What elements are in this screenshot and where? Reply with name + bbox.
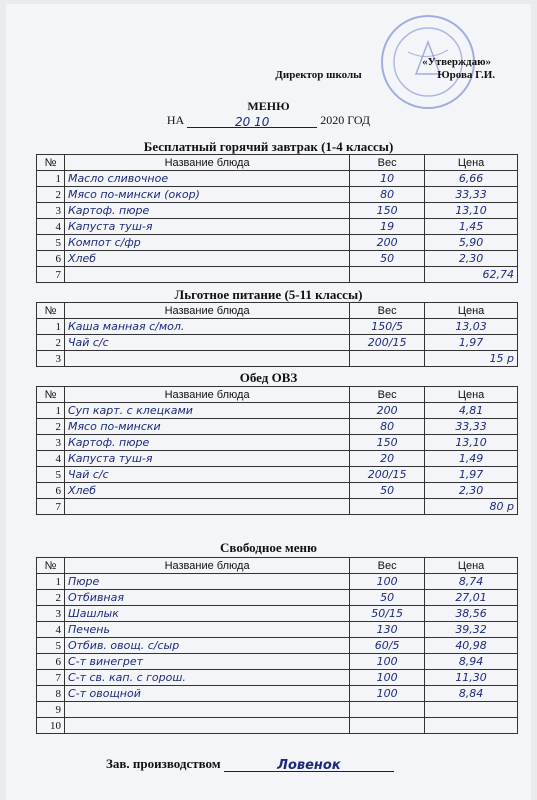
dish-weight-text: 150/5 bbox=[371, 320, 403, 333]
dish-price bbox=[425, 335, 518, 351]
dish-price-text: 6,66 bbox=[458, 172, 484, 185]
table-ovz-lunch bbox=[36, 386, 518, 515]
table-row bbox=[37, 451, 518, 467]
menu-sheet bbox=[6, 4, 531, 800]
dish-name-text: Мясо по-мински (окор) bbox=[67, 188, 200, 201]
dish-price bbox=[425, 574, 518, 590]
dish-weight-text: 200/15 bbox=[367, 336, 407, 349]
dish-name bbox=[64, 235, 349, 251]
approve-label: «Утверждаю» bbox=[422, 56, 491, 68]
table-row bbox=[37, 654, 518, 670]
table-row bbox=[37, 499, 518, 515]
dish-price bbox=[425, 419, 518, 435]
dish-name-text: Компот с/фр bbox=[67, 236, 141, 249]
dish-weight bbox=[350, 702, 425, 718]
dish-weight-text: 200 bbox=[376, 404, 398, 417]
dish-weight bbox=[350, 654, 425, 670]
table-row bbox=[37, 319, 518, 335]
dish-price bbox=[425, 403, 518, 419]
dish-weight bbox=[350, 435, 425, 451]
row-number: 8 bbox=[37, 686, 65, 702]
dish-price bbox=[425, 435, 518, 451]
dish-name bbox=[64, 171, 349, 187]
dish-name-text: Шашлык bbox=[67, 607, 119, 620]
dish-name-text: Капуста туш-я bbox=[67, 220, 153, 233]
dish-name-text: Чай с/с bbox=[67, 468, 109, 481]
dish-name bbox=[64, 574, 349, 590]
director-line bbox=[235, 69, 495, 82]
dish-weight bbox=[350, 351, 425, 367]
col-name: Название блюда bbox=[64, 303, 349, 319]
date-prefix: НА bbox=[166, 113, 185, 127]
dish-name bbox=[64, 451, 349, 467]
dish-name bbox=[64, 622, 349, 638]
table-free-menu bbox=[36, 557, 518, 734]
dish-price bbox=[425, 702, 518, 718]
dish-weight-text: 50 bbox=[380, 484, 395, 497]
dish-price-text: 1,49 bbox=[458, 452, 484, 465]
menu-title: МЕНЮ bbox=[247, 99, 290, 113]
dish-price bbox=[425, 187, 518, 203]
dish-name-text: Мясо по-мински bbox=[67, 420, 161, 433]
dish-name bbox=[64, 319, 349, 335]
dish-weight-text: 200/15 bbox=[367, 468, 407, 481]
dish-weight bbox=[350, 219, 425, 235]
approval-block bbox=[235, 56, 495, 82]
signature-line bbox=[224, 757, 394, 772]
dish-weight bbox=[350, 483, 425, 499]
dish-name bbox=[64, 203, 349, 219]
col-weight: Вес bbox=[350, 303, 425, 319]
director-label: Директор школы bbox=[275, 69, 362, 81]
dish-name bbox=[64, 419, 349, 435]
dish-name-text: Картоф. пюре bbox=[67, 204, 150, 217]
row-number: 4 bbox=[37, 451, 65, 467]
dish-price bbox=[425, 251, 518, 267]
dish-name bbox=[64, 718, 349, 734]
dish-weight bbox=[350, 403, 425, 419]
dish-weight bbox=[350, 718, 425, 734]
dish-price-text: 13,10 bbox=[455, 204, 487, 217]
production-head-signature bbox=[106, 756, 394, 772]
dish-price-text: 27,01 bbox=[455, 591, 487, 604]
dish-name-text: Каша манная с/мол. bbox=[67, 320, 185, 333]
col-price: Цена bbox=[425, 303, 518, 319]
dish-name bbox=[64, 219, 349, 235]
table-row bbox=[37, 686, 518, 702]
dish-price-text: 39,32 bbox=[455, 623, 487, 636]
dish-name bbox=[64, 467, 349, 483]
row-number: 2 bbox=[37, 335, 65, 351]
production-head-label: Зав. производством bbox=[106, 756, 221, 771]
row-number: 10 bbox=[37, 718, 65, 734]
dish-weight-text: 130 bbox=[376, 623, 398, 636]
dish-weight bbox=[350, 267, 425, 283]
dish-weight-text: 100 bbox=[376, 687, 398, 700]
dish-name-text: Чай с/с bbox=[67, 336, 109, 349]
table-row bbox=[37, 590, 518, 606]
dish-price bbox=[425, 235, 518, 251]
dish-weight bbox=[350, 467, 425, 483]
col-price: Цена bbox=[425, 155, 518, 171]
row-number: 6 bbox=[37, 483, 65, 499]
dish-price-text: 2,30 bbox=[458, 484, 484, 497]
table-row bbox=[37, 403, 518, 419]
row-number: 9 bbox=[37, 702, 65, 718]
dish-weight bbox=[350, 335, 425, 351]
dish-price bbox=[425, 483, 518, 499]
row-number: 1 bbox=[37, 171, 65, 187]
col-name: Название блюда bbox=[64, 387, 349, 403]
dish-price-text: 2,30 bbox=[458, 252, 484, 265]
table-subsidized bbox=[36, 302, 518, 367]
dish-name-text: Капуста туш-я bbox=[67, 452, 153, 465]
dish-weight bbox=[350, 590, 425, 606]
col-weight: Вес bbox=[350, 155, 425, 171]
dish-price-text: 33,33 bbox=[455, 188, 487, 201]
dish-price-text: 5,90 bbox=[458, 236, 484, 249]
dish-name bbox=[64, 267, 349, 283]
dish-weight-text: 80 bbox=[380, 420, 395, 433]
table-row bbox=[37, 251, 518, 267]
dish-name-text: Пюре bbox=[67, 575, 100, 588]
table-row bbox=[37, 670, 518, 686]
row-number: 3 bbox=[37, 435, 65, 451]
dish-price-text: 8,94 bbox=[458, 655, 484, 668]
dish-price bbox=[425, 467, 518, 483]
table-row bbox=[37, 622, 518, 638]
dish-price-text: 38,56 bbox=[455, 607, 487, 620]
table-row bbox=[37, 702, 518, 718]
row-number: 3 bbox=[37, 351, 65, 367]
dish-weight bbox=[350, 686, 425, 702]
dish-name bbox=[64, 251, 349, 267]
dish-weight bbox=[350, 574, 425, 590]
col-name: Название блюда bbox=[64, 558, 349, 574]
dish-name-text: Отбив. овощ. с/сыр bbox=[67, 639, 180, 652]
dish-weight bbox=[350, 638, 425, 654]
dish-weight-text: 150 bbox=[376, 204, 398, 217]
dish-price-text: 13,10 bbox=[455, 436, 487, 449]
dish-price bbox=[425, 638, 518, 654]
dish-price-text: 13,03 bbox=[455, 320, 487, 333]
dish-weight-text: 10 bbox=[380, 172, 395, 185]
dish-name bbox=[64, 499, 349, 515]
dish-weight bbox=[350, 606, 425, 622]
dish-name bbox=[64, 670, 349, 686]
dish-price bbox=[425, 590, 518, 606]
row-number: 1 bbox=[37, 403, 65, 419]
table-row bbox=[37, 638, 518, 654]
dish-name bbox=[64, 335, 349, 351]
table-row bbox=[37, 267, 518, 283]
col-weight: Вес bbox=[350, 558, 425, 574]
row-number: 2 bbox=[37, 590, 65, 606]
row-number: 6 bbox=[37, 654, 65, 670]
table-breakfast bbox=[36, 154, 518, 283]
dish-name-text: С-т св. кап. с горош. bbox=[67, 671, 186, 684]
table-row bbox=[37, 419, 518, 435]
section-title-free-menu: Свободное меню bbox=[220, 540, 317, 555]
table-header bbox=[37, 303, 518, 319]
dish-weight bbox=[350, 419, 425, 435]
col-num: № bbox=[37, 155, 65, 171]
dish-price-text: 15 р bbox=[489, 352, 514, 365]
table-header bbox=[37, 155, 518, 171]
table-row bbox=[37, 187, 518, 203]
dish-weight-text: 150 bbox=[376, 436, 398, 449]
dish-name bbox=[64, 187, 349, 203]
dish-price bbox=[425, 606, 518, 622]
dish-price bbox=[425, 670, 518, 686]
col-num: № bbox=[37, 558, 65, 574]
dish-weight bbox=[350, 171, 425, 187]
dish-name bbox=[64, 351, 349, 367]
dish-weight-text: 50/15 bbox=[371, 607, 403, 620]
dish-name-text: Печень bbox=[67, 623, 110, 636]
dish-price-text: 4,81 bbox=[458, 404, 484, 417]
table-row bbox=[37, 351, 518, 367]
dish-weight-text: 60/5 bbox=[374, 639, 400, 652]
dish-name-text: Суп карт. с клецками bbox=[67, 404, 193, 417]
dish-weight bbox=[350, 499, 425, 515]
col-num: № bbox=[37, 387, 65, 403]
dish-name-text: Отбивная bbox=[67, 591, 124, 604]
row-number: 2 bbox=[37, 419, 65, 435]
table-row bbox=[37, 574, 518, 590]
dish-weight bbox=[350, 622, 425, 638]
row-number: 7 bbox=[37, 499, 65, 515]
dish-name-text: Масло сливочное bbox=[67, 172, 169, 185]
row-number: 4 bbox=[37, 622, 65, 638]
dish-weight bbox=[350, 187, 425, 203]
date-line bbox=[6, 113, 531, 128]
table-row bbox=[37, 235, 518, 251]
row-number: 5 bbox=[37, 638, 65, 654]
dish-price bbox=[425, 171, 518, 187]
table-row bbox=[37, 219, 518, 235]
row-number: 6 bbox=[37, 251, 65, 267]
dish-name bbox=[64, 403, 349, 419]
dish-price-text: 80 р bbox=[489, 500, 514, 513]
row-number: 5 bbox=[37, 235, 65, 251]
date-blank bbox=[187, 115, 317, 128]
dish-price bbox=[425, 718, 518, 734]
dish-price bbox=[425, 351, 518, 367]
row-number: 4 bbox=[37, 219, 65, 235]
table-header bbox=[37, 387, 518, 403]
dish-price-text: 33,33 bbox=[455, 420, 487, 433]
dish-name bbox=[64, 654, 349, 670]
row-number: 5 bbox=[37, 467, 65, 483]
section-title-breakfast: Бесплатный горячий завтрак (1-4 классы) bbox=[143, 139, 394, 154]
table-row bbox=[37, 203, 518, 219]
row-number: 1 bbox=[37, 574, 65, 590]
row-number: 3 bbox=[37, 203, 65, 219]
dish-weight-text: 50 bbox=[380, 252, 395, 265]
dish-weight-text: 100 bbox=[376, 575, 398, 588]
dish-price-text: 11,30 bbox=[455, 671, 487, 684]
signature: Ловенок bbox=[277, 758, 341, 773]
dish-name-text: С-т овощной bbox=[67, 687, 141, 700]
dish-name-text: Хлеб bbox=[67, 252, 97, 265]
dish-name-text: Картоф. пюре bbox=[67, 436, 150, 449]
dish-weight bbox=[350, 251, 425, 267]
col-weight: Вес bbox=[350, 387, 425, 403]
dish-price-text: 8,84 bbox=[458, 687, 484, 700]
dish-price-text: 62,74 bbox=[482, 268, 514, 281]
dish-weight bbox=[350, 235, 425, 251]
dish-price-text: 1,97 bbox=[458, 336, 484, 349]
row-number: 1 bbox=[37, 319, 65, 335]
table-row bbox=[37, 435, 518, 451]
col-name: Название блюда bbox=[64, 155, 349, 171]
dish-name bbox=[64, 702, 349, 718]
dish-name bbox=[64, 686, 349, 702]
dish-price bbox=[425, 203, 518, 219]
dish-name-text: С-т винегрет bbox=[67, 655, 144, 668]
dish-price bbox=[425, 622, 518, 638]
dish-weight-text: 50 bbox=[380, 591, 395, 604]
dish-price bbox=[425, 499, 518, 515]
dish-price bbox=[425, 267, 518, 283]
section-title-ovz-lunch: Обед ОВЗ bbox=[239, 370, 298, 385]
table-row bbox=[37, 467, 518, 483]
dish-weight bbox=[350, 451, 425, 467]
dish-name bbox=[64, 483, 349, 499]
section-title-subsidized: Льготное питание (5-11 классы) bbox=[174, 287, 363, 302]
row-number: 3 bbox=[37, 606, 65, 622]
dish-price bbox=[425, 654, 518, 670]
dish-name bbox=[64, 606, 349, 622]
dish-price bbox=[425, 451, 518, 467]
row-number: 7 bbox=[37, 670, 65, 686]
table-row bbox=[37, 483, 518, 499]
dish-price bbox=[425, 219, 518, 235]
date-value: 20 10 bbox=[235, 115, 270, 129]
dish-name-text: Хлеб bbox=[67, 484, 97, 497]
row-number: 2 bbox=[37, 187, 65, 203]
dish-price bbox=[425, 686, 518, 702]
dish-price-text: 1,45 bbox=[458, 220, 484, 233]
dish-name bbox=[64, 435, 349, 451]
row-number: 7 bbox=[37, 267, 65, 283]
director-name: Юрова Г.И. bbox=[437, 69, 495, 81]
dish-name bbox=[64, 638, 349, 654]
col-num: № bbox=[37, 303, 65, 319]
dish-weight-text: 200 bbox=[376, 236, 398, 249]
table-row bbox=[37, 335, 518, 351]
dish-price-text: 1,97 bbox=[458, 468, 484, 481]
dish-price bbox=[425, 319, 518, 335]
dish-weight bbox=[350, 670, 425, 686]
table-row bbox=[37, 606, 518, 622]
dish-weight-text: 20 bbox=[380, 452, 395, 465]
table-row bbox=[37, 171, 518, 187]
col-price: Цена bbox=[425, 387, 518, 403]
table-row bbox=[37, 718, 518, 734]
dish-weight-text: 100 bbox=[376, 671, 398, 684]
dish-name bbox=[64, 590, 349, 606]
dish-weight bbox=[350, 319, 425, 335]
col-price: Цена bbox=[425, 558, 518, 574]
dish-weight-text: 80 bbox=[380, 188, 395, 201]
date-suffix: 2020 ГОД bbox=[320, 113, 371, 127]
dish-price-text: 8,74 bbox=[458, 575, 484, 588]
table-header bbox=[37, 558, 518, 574]
dish-weight bbox=[350, 203, 425, 219]
dish-weight-text: 19 bbox=[380, 220, 395, 233]
dish-price-text: 40,98 bbox=[455, 639, 487, 652]
dish-weight-text: 100 bbox=[376, 655, 398, 668]
